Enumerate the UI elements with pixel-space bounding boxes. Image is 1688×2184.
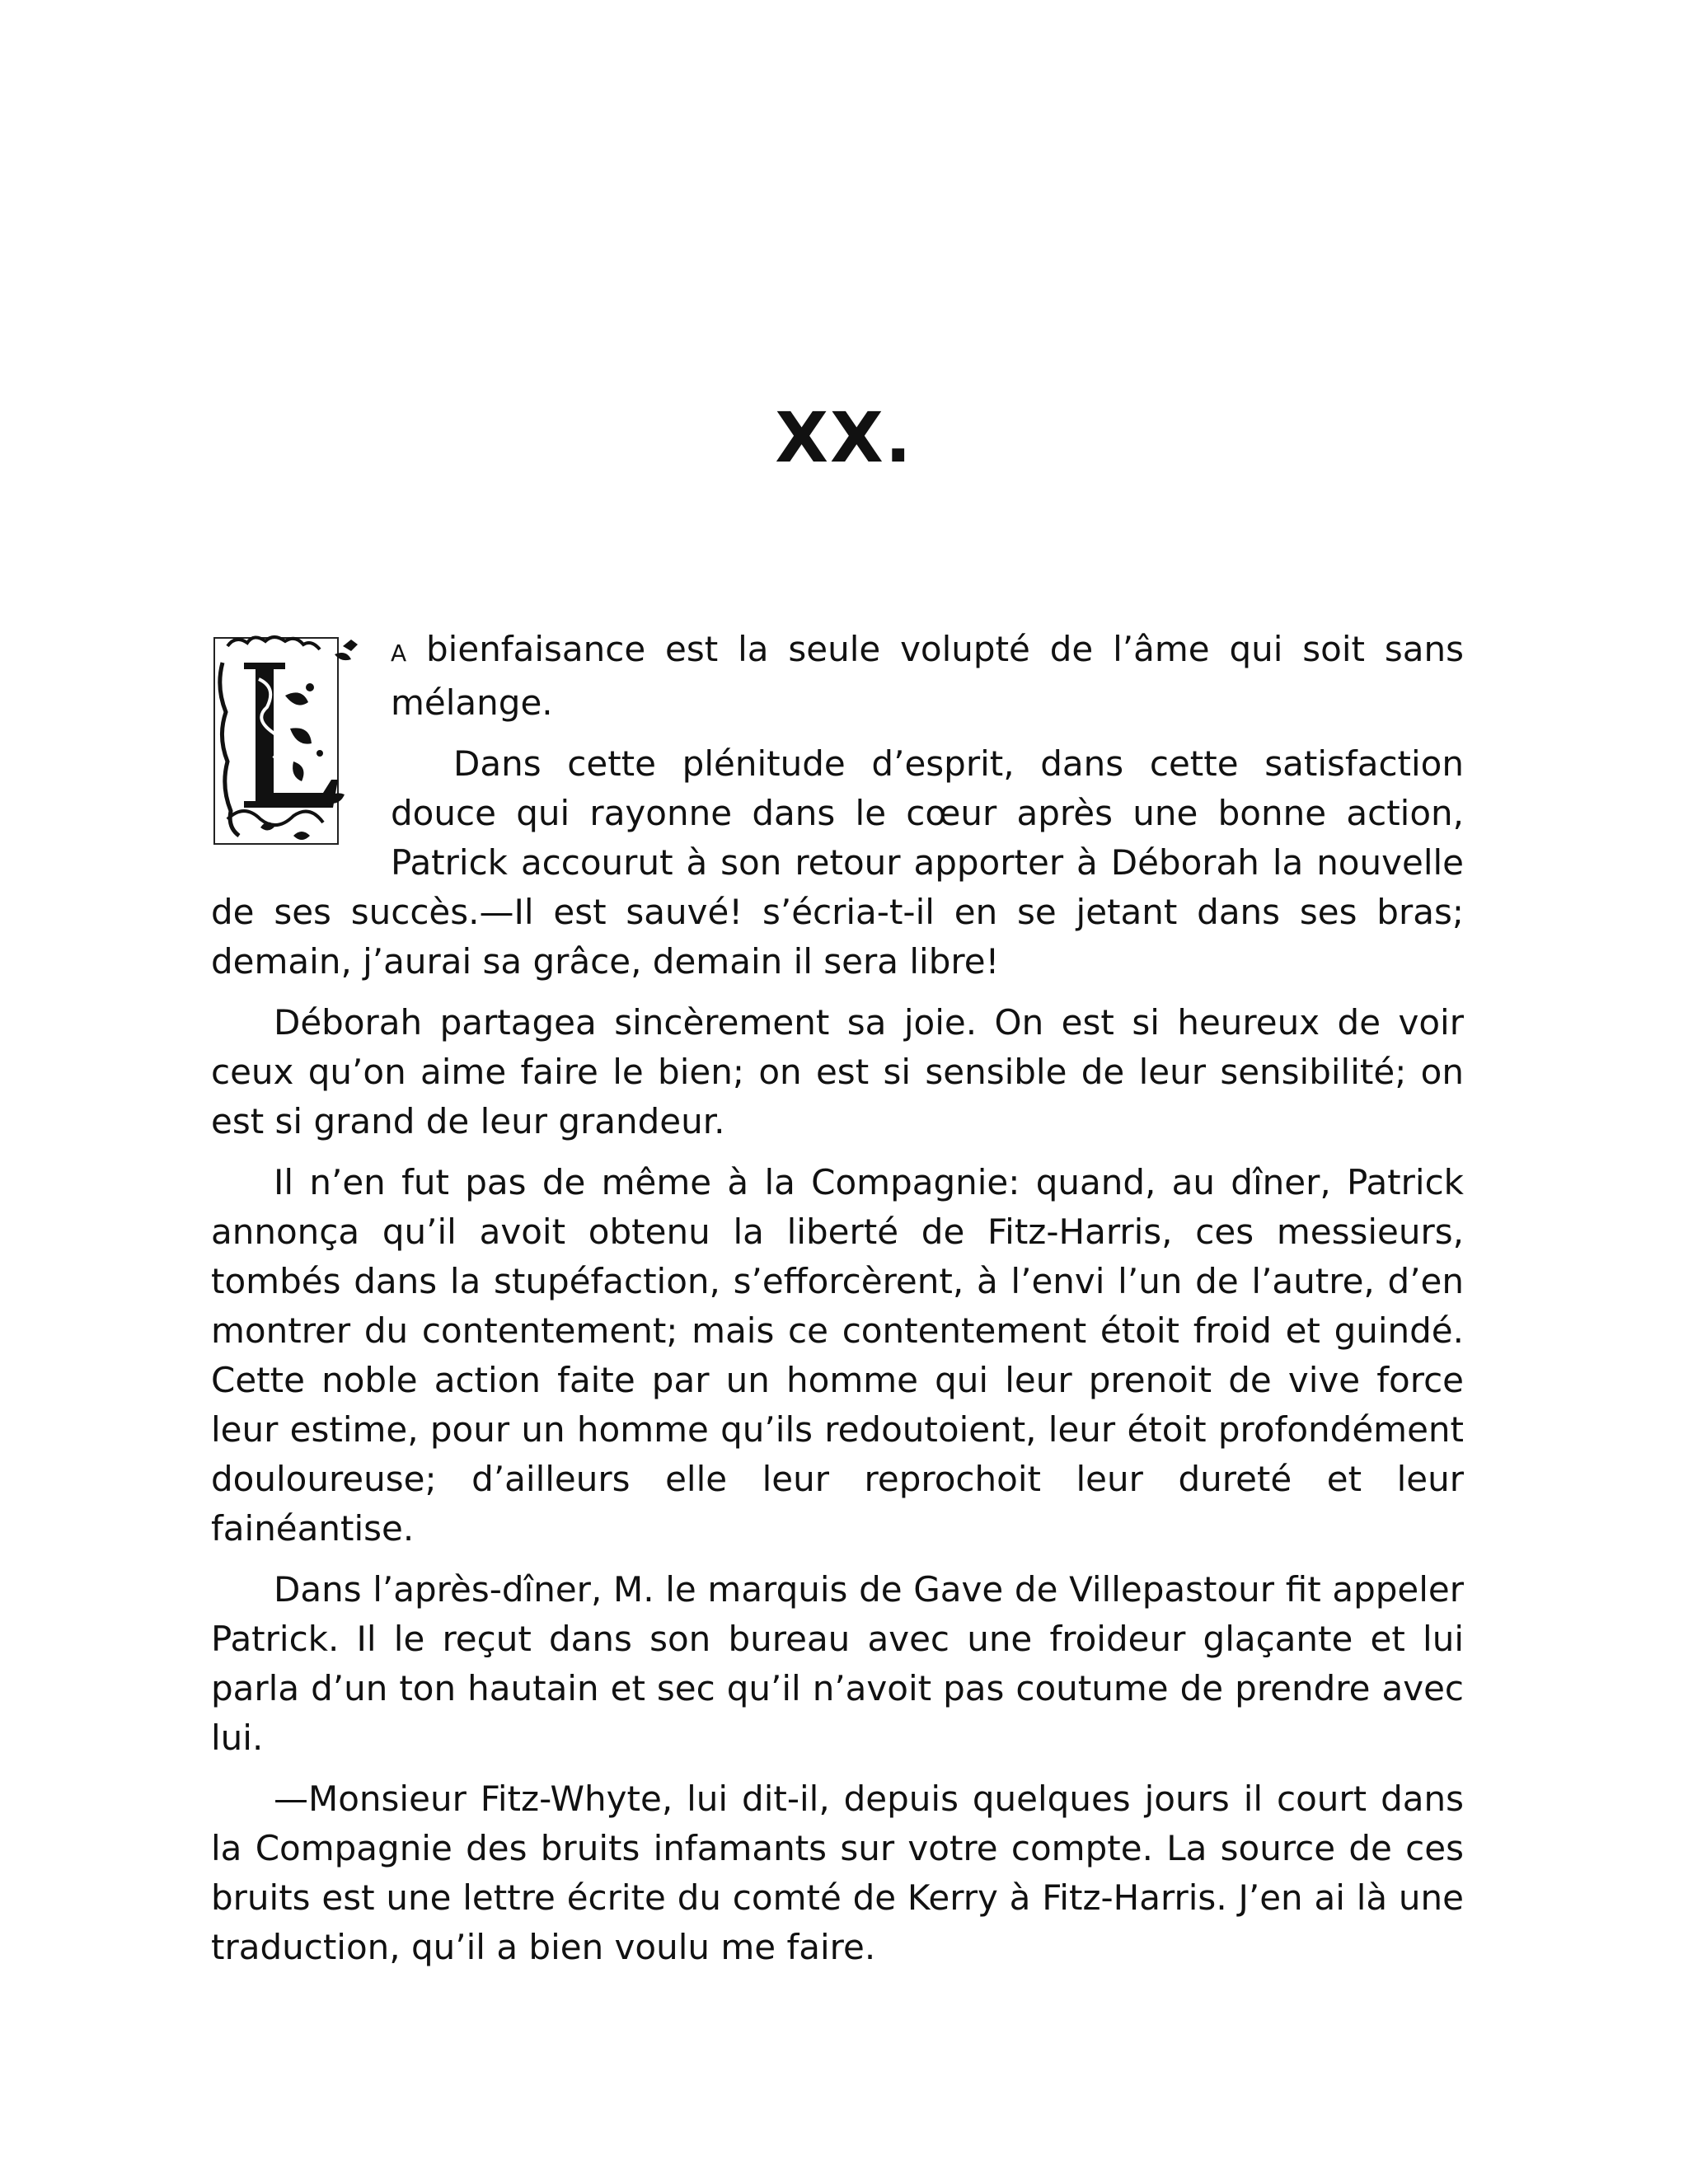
paragraph-5: Dans l’après-dîner, M. le marquis de Gave de Villepastour fit appeler Patrick. Il le reçut dans son bureau avec une froideur glaçante et lui parla d’un ton hautain et sec qu’il n’avoit pas coutume de prendre avec lui. <box>211 1569 1464 1758</box>
chapter-title: XX. <box>775 397 913 478</box>
ornamental-letter-l-icon <box>211 630 368 852</box>
chapter-body <box>211 625 1464 1984</box>
paragraph-3: Déborah partagea sincèrement sa joie. On est si heureux de voir ceux qu’on aime faire le bien; on est si sensible de leur sensibilité; on est si grand de leur grandeur. <box>211 1002 1464 1141</box>
paragraph-1 <box>211 625 1464 728</box>
paragraph-4: Il n’en fut pas de même à la Compagnie: quand, au dîner, Patrick annonça qu’il avoit obtenu la liberté de Fitz-Harris, ces messieurs, tombés dans la stupéfaction, s’efforcèrent, à l’envi l’un de l’autre, d’en montrer du contentement; mais ce contentement étoit froid et guindé. Cette noble action faite par un homme qui leur prenoit de vive force leur estime, pour un homme qu’ils redoutoient, leur étoit profondément douloureuse; d’ailleurs elle leur reprochoit leur dureté et leur fainéantise. <box>211 1162 1464 1549</box>
paragraph-2: Dans cette plénitude d’esprit, dans cette satisfaction douce qui rayonne dans le cœur après une bonne action, Patrick accourut à son retour apporter à Déborah la nouvelle de ses succès.—Il est sauvé! s’écria-t-il en se jetant dans ses bras; demain, j’aurai sa grâce, demain il sera libre! <box>211 743 1464 982</box>
paragraph-1-text: bienfaisance est la seule volupté de l’âme qui soit sans mélange. <box>391 629 1464 723</box>
drop-cap-ornament <box>211 630 368 852</box>
drop-cap-rest: A <box>391 640 407 667</box>
paragraph-6: —Monsieur Fitz-Whyte, lui dit-il, depuis quelques jours il court dans la Compagnie des bruits infamants sur votre compte. La source de ces bruits est une lettre écrite du comté de Kerry à Fitz-Harris. J’en ai là une traduction, qu’il a bien voulu me faire. <box>211 1779 1464 1967</box>
